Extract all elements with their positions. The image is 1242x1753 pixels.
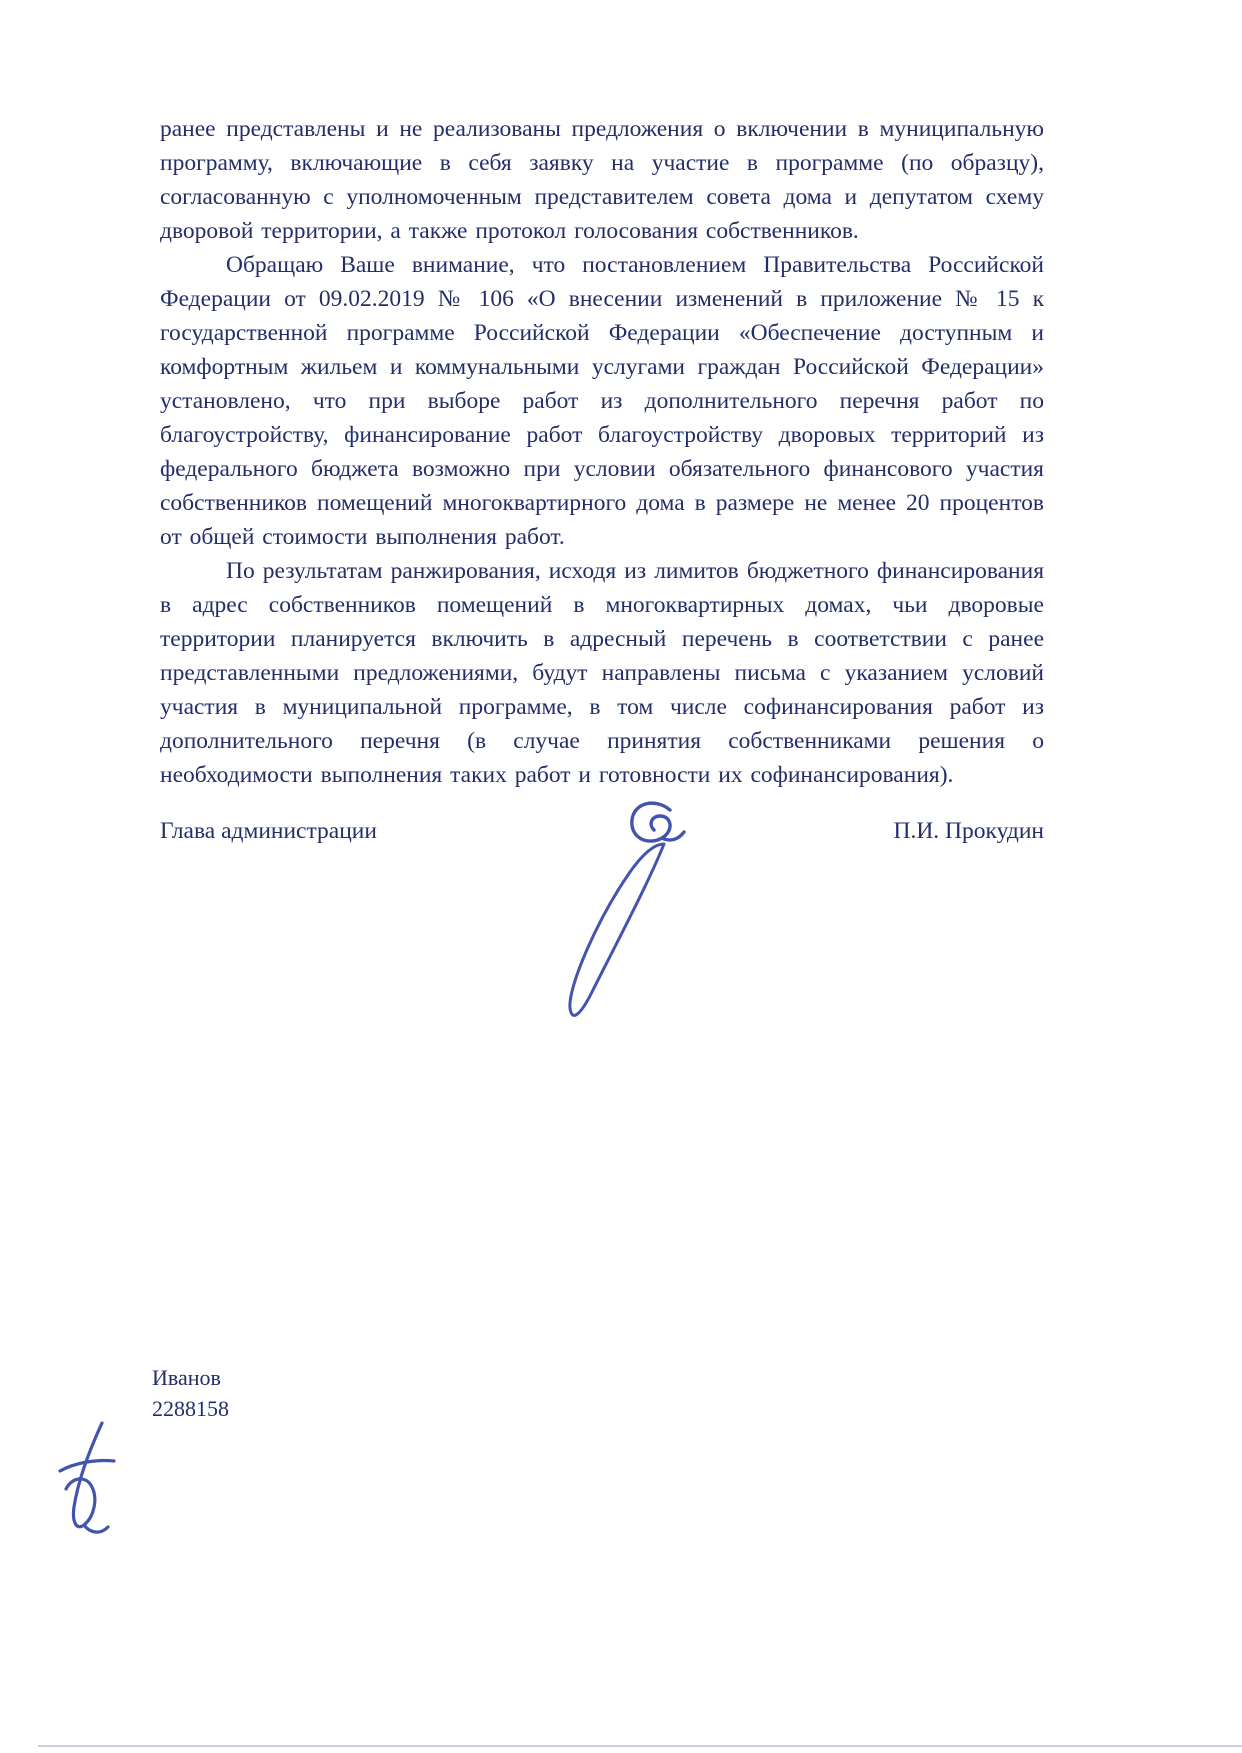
signatory-name: П.И. Прокудин xyxy=(893,818,1044,844)
letter-body xyxy=(160,112,1044,792)
signatory-title: Глава администрации xyxy=(160,818,377,844)
body-paragraph: По результатам ранжирования, исходя из лимитов бюджетного финансирования в адрес собственников помещений в многоквартирных домах, чьи дворовые территории планируется включить в адресный перечень в соответствии с ранее представленными предложениями, будут направлены письма с указанием условий участия в муниципальной программе, в том числе софинансирования работ из дополнительного перечня (в случае принятия собственниками решения о необходимости выполнения таких работ и готовности их софинансирования). xyxy=(160,558,1044,788)
executor-name: Иванов xyxy=(152,1365,221,1390)
scan-edge-artifact xyxy=(38,1745,1242,1747)
signature-block xyxy=(160,818,1044,845)
executor-signature-icon xyxy=(40,1415,140,1545)
executor-phone: 2288158 xyxy=(152,1396,229,1421)
executor-block xyxy=(152,1362,229,1424)
body-paragraph: ранее представлены и не реализованы предложения о включении в муниципальную программу, включающие в себя заявку на участие в программе (по образцу), согласованную с уполномоченным представителем совета дома и депутатом схему дворовой территории, а также протокол голосования собственников. xyxy=(160,116,1044,244)
body-paragraph: Обращаю Ваше внимание, что постановлением Правительства Российской Федерации от 09.02.2019 № 106 «О внесении изменений в приложение № 15 к государственной программе Российской Федерации «Обеспечение доступным и комфортным жильем и коммунальными услугами граждан Российской Федерации» установлено, что при выборе работ из дополнительного перечня работ по благоустройству, финансирование работ благоустройству дворовых территорий из федерального бюджета возможно при условии обязательного финансового участия собственников помещений многоквартирного дома в размере не менее 20 процентов от общей стоимости выполнения работ. xyxy=(160,252,1044,550)
